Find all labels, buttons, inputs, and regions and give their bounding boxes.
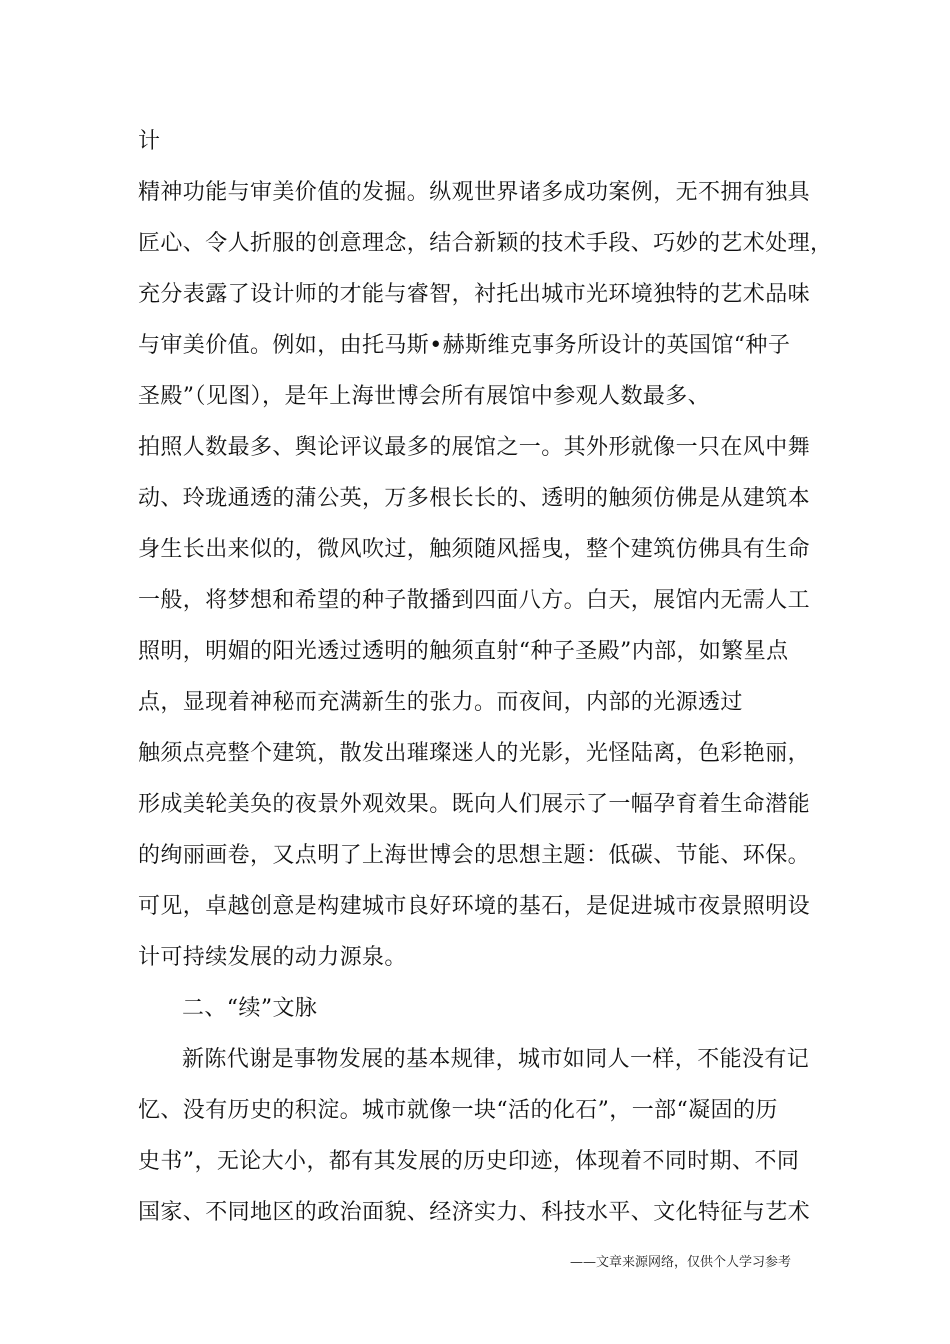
text-line: 与审美价值。例如，由托马斯•赫斯维克事务所设计的英国馆“种子 [138,333,791,358]
text-line: 照明，明媚的阳光透过透明的触须直射“种子圣殿”内部，如繁星点 [138,639,789,664]
text-line: 触须点亮整个建筑，散发出璀璨迷人的光影，光怪陆离，色彩艳丽， [138,741,811,766]
text-line: 史书”，无论大小，都有其发展的历史印迹，体现着不同时期、不同 [138,1149,800,1174]
text-line: 一般，将梦想和希望的种子散播到四面八方。白天，展馆内无需人工 [138,588,811,613]
text-line: 计 [138,129,161,154]
text-line: 形成美轮美奂的夜景外观效果。既向人们展示了一幅孕育着生命潜能 [138,792,811,817]
text-line: 忆、没有历史的积淀。城市就像一块“活的化石”，一部“凝固的历 [138,1098,778,1123]
section-heading: 二、“续”文脉 [182,996,318,1021]
text-line: 动、玲珑通透的蒲公英，万多根长长的、透明的触须仿佛是从建筑本 [138,486,811,511]
text-line: 精神功能与审美价值的发掘。纵观世界诸多成功案例，无不拥有独具 [138,180,811,205]
text-line: 充分表露了设计师的才能与睿智，衬托出城市光环境独特的艺术品味 [138,282,811,307]
text-line: 点，显现着神秘而充满新生的张力。而夜间，内部的光源透过 [138,690,743,715]
text-line: 匠心、令人折服的创意理念，结合新颖的技术手段、巧妙的艺术处理， [138,231,833,256]
text-line: 国家、不同地区的政治面貌、经济实力、科技水平、文化特征与艺术 [138,1200,811,1225]
text-line: 身生长出来似的，微风吹过，触须随风摇曳，整个建筑仿佛具有生命 [138,537,811,562]
text-line: 计可持续发展的动力源泉。 [138,945,407,970]
text-line: 圣殿”（见图），是年上海世博会所有展馆中参观人数最多、 [138,384,711,409]
source-footer: ——文章来源网络，仅供个人学习参考 [570,1255,792,1270]
text-line: 可见，卓越创意是构建城市良好环境的基石，是促进城市夜景照明设 [138,894,811,919]
text-line: 拍照人数最多、舆论评议最多的展馆之一。其外形就像一只在风中舞 [138,435,811,460]
text-line: 的绚丽画卷，又点明了上海世博会的思想主题：低碳、节能、环保。 [138,843,811,868]
text-line: 新陈代谢是事物发展的基本规律，城市如同人一样，不能没有记 [182,1047,810,1072]
